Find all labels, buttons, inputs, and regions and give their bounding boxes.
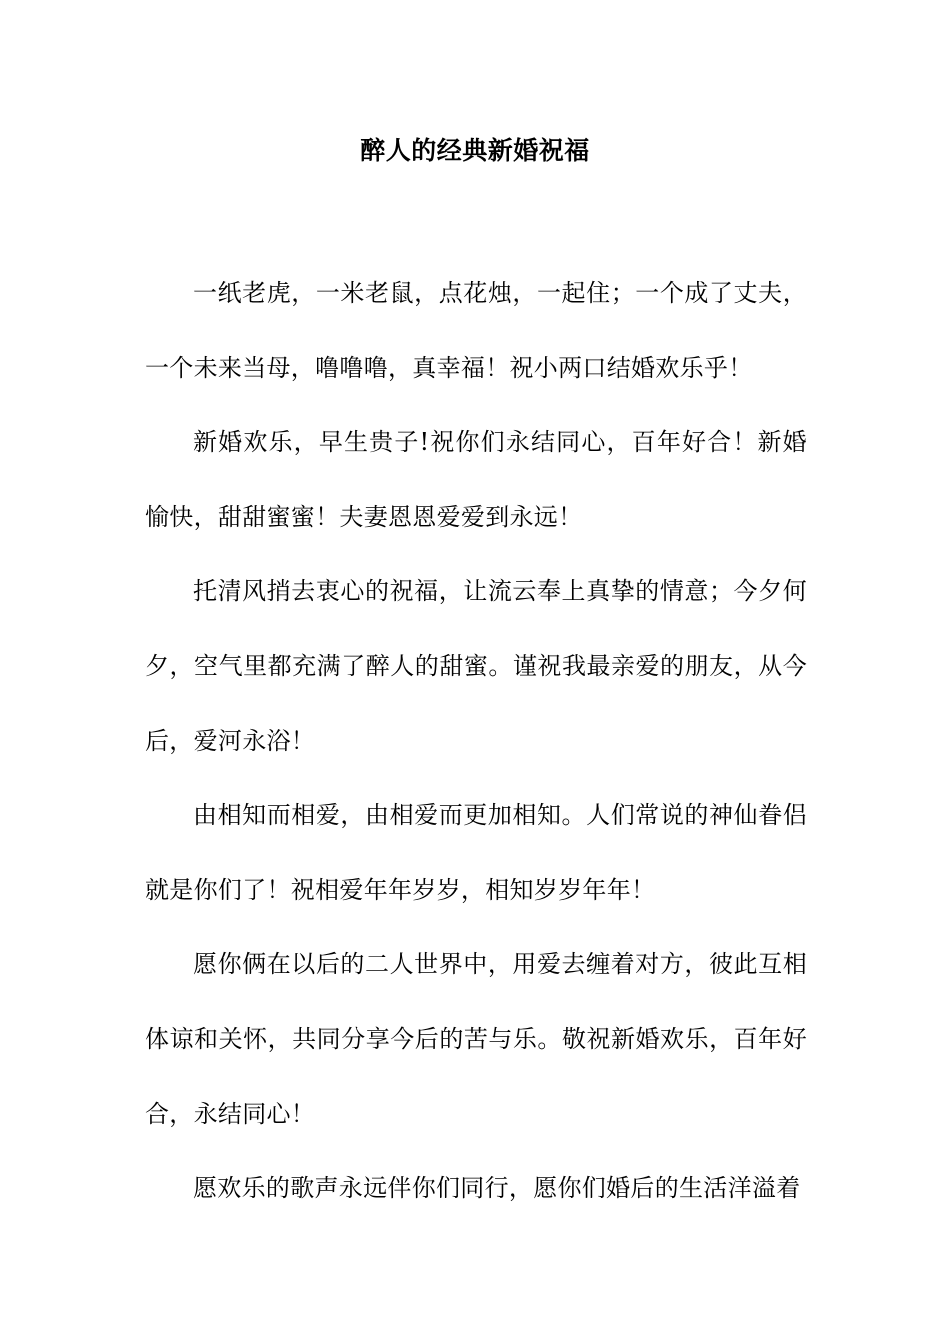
- paragraph-3: 托清风捎去衷心的祝福，让流云奉上真挚的情意；今夕何夕，空气里都充满了醉人的甜蜜。谨祝我最亲爱的朋友，从今后，爱河永浴！: [145, 577, 807, 755]
- paragraph-4: 由相知而相爱，由相爱而更加相知。人们常说的神仙眷侣就是你们了！祝相爱年年岁岁，相知岁岁年年！: [145, 801, 807, 904]
- paragraph-1: 一纸老虎，一米老鼠，点花烛，一起住；一个成了丈夫，一个未来当母，噜噜噜，真幸福！祝小两口结婚欢乐乎！: [145, 279, 807, 382]
- document-title: 醉人的经典新婚祝福: [360, 136, 590, 165]
- paragraph-5: 愿你俩在以后的二人世界中，用爱去缠着对方，彼此互相体谅和关怀，共同分享今后的苦与乐。敬祝新婚欢乐，百年好合，永结同心！: [145, 950, 807, 1128]
- paragraph-2: 新婚欢乐，早生贵子!祝你们永结同心，百年好合！新婚愉快，甜甜蜜蜜！夫妻恩恩爱爱到永远！: [145, 428, 807, 531]
- document-body: [145, 256, 807, 1226]
- paragraph-6: 愿欢乐的歌声永远伴你们同行，愿你们婚后的生活洋溢着: [193, 1174, 801, 1203]
